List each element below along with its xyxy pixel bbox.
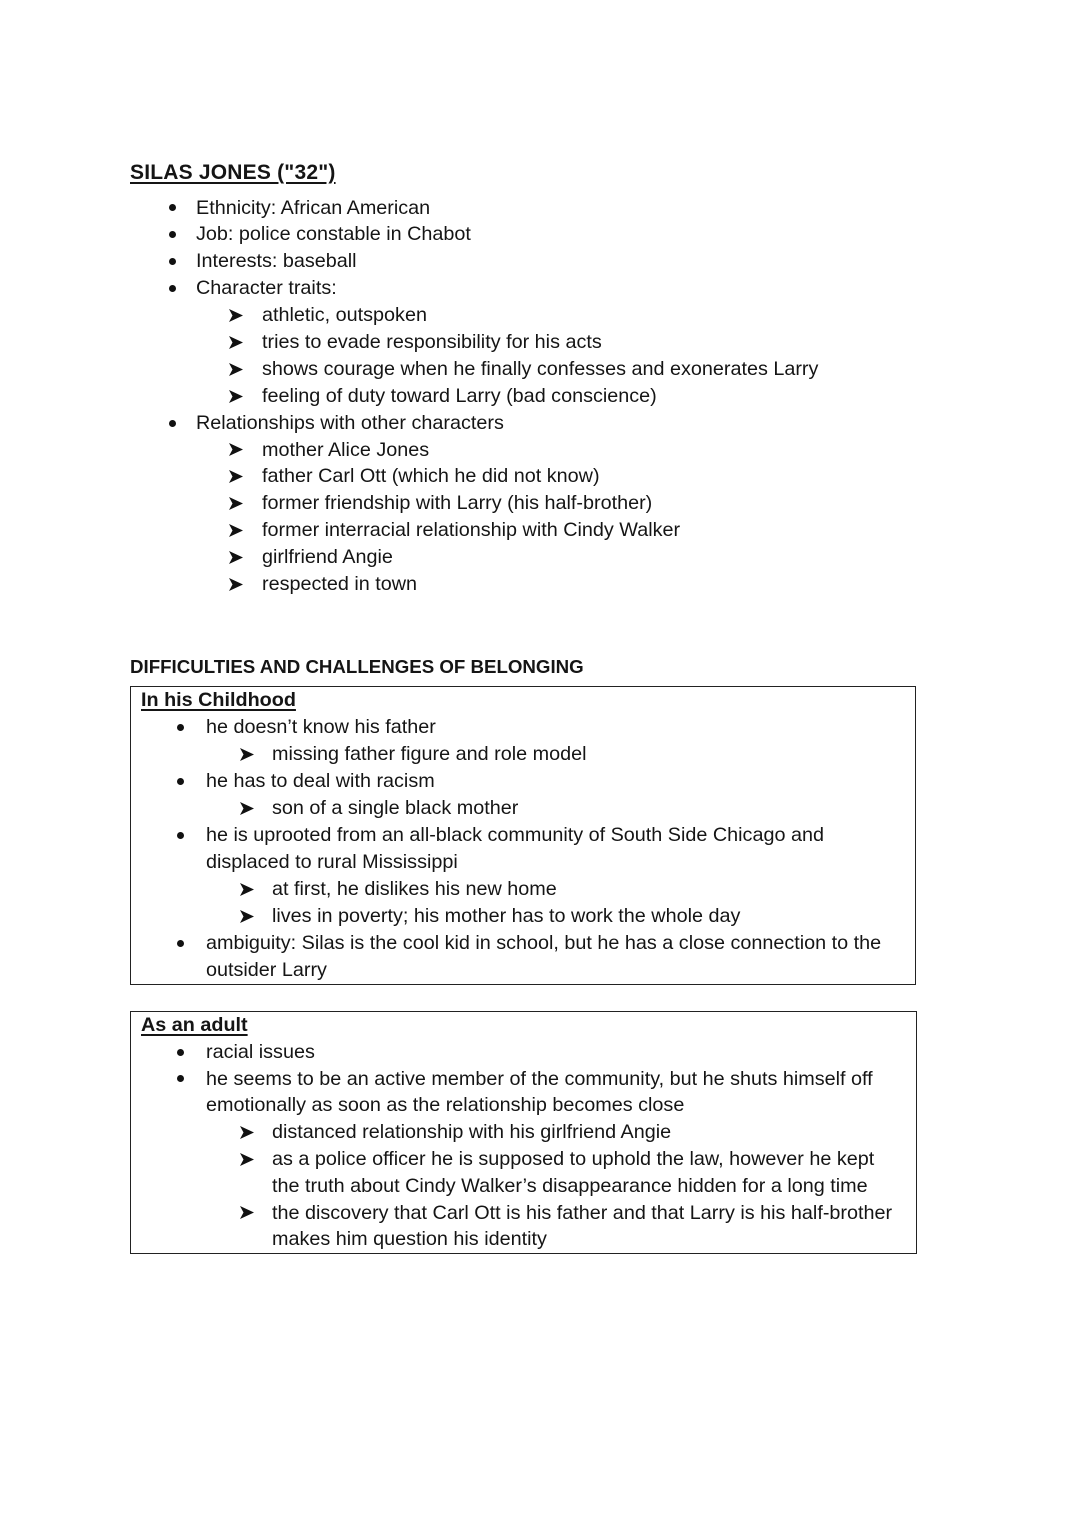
profile-item-ethnicity <box>0 195 1080 222</box>
subpoint-text: missing father figure and role model <box>272 743 587 765</box>
point-text: ambiguity: Silas is the cool kid in school, but he has a close connection to the <box>206 932 882 954</box>
trait-item <box>0 356 1080 383</box>
point-text: he has to deal with racism <box>206 770 435 792</box>
point-text: emotionally as soon as the relationship becomes close <box>206 1094 685 1117</box>
bullet-icon <box>177 724 184 731</box>
childhood-point <box>131 768 915 795</box>
profile-item-text: Job: police constable in Chabot <box>196 223 471 246</box>
childhood-title: In his Childhood <box>141 689 296 711</box>
arrow-bullet-icon <box>240 1206 254 1219</box>
bullet-icon <box>177 940 184 947</box>
bullet-icon <box>169 204 176 211</box>
childhood-point <box>131 930 915 957</box>
adult-subpoint-continued <box>131 1173 916 1200</box>
trait-text: shows courage when he finally confesses and exonerates Larry <box>262 357 819 380</box>
bullet-icon <box>169 258 176 265</box>
profile-item-text: Character traits: <box>196 277 337 300</box>
bullet-icon <box>177 778 184 785</box>
trait-item <box>0 383 1080 410</box>
profile-item-traits <box>0 275 1080 302</box>
point-text: outsider Larry <box>206 959 327 981</box>
adult-subpoint-continued <box>131 1226 916 1253</box>
arrow-bullet-icon <box>229 524 243 537</box>
arrow-bullet-icon <box>229 309 243 322</box>
subpoint-text: as a police officer he is supposed to uphold the law, however he kept <box>272 1147 875 1170</box>
childhood-subpoint <box>131 876 915 903</box>
arrow-bullet-icon <box>229 470 243 483</box>
profile-item-job <box>0 221 1080 248</box>
point-text: racial issues <box>206 1040 315 1063</box>
relationship-item <box>0 544 1080 571</box>
relationship-item <box>0 571 1080 598</box>
profile-item-text: Ethnicity: African American <box>196 196 431 219</box>
profile-item-interests <box>0 248 1080 275</box>
arrow-bullet-icon <box>229 390 243 403</box>
childhood-point-continued <box>131 957 915 984</box>
trait-text: feeling of duty toward Larry (bad conscience) <box>262 384 657 407</box>
arrow-bullet-icon <box>240 802 254 815</box>
childhood-point-continued <box>131 849 915 876</box>
trait-text: tries to evade responsibility for his acts <box>262 330 602 353</box>
arrow-bullet-icon <box>240 910 254 923</box>
adult-point <box>131 1039 916 1066</box>
profile-item-text: Interests: baseball <box>196 250 357 273</box>
childhood-subpoint <box>131 903 915 930</box>
bullet-icon <box>169 285 176 292</box>
subpoint-text: distanced relationship with his girlfriend Angie <box>272 1121 672 1144</box>
adult-point <box>131 1066 916 1093</box>
arrow-bullet-icon <box>229 497 243 510</box>
bullet-icon <box>177 1075 184 1082</box>
arrow-bullet-icon <box>240 748 254 761</box>
relationship-text: respected in town <box>262 572 418 595</box>
relationship-item <box>0 437 1080 464</box>
adult-title: As an adult <box>141 1014 248 1036</box>
bullet-icon <box>177 1049 184 1056</box>
arrow-bullet-icon <box>229 443 243 456</box>
adult-box <box>130 1011 917 1254</box>
subpoint-text: at first, he dislikes his new home <box>272 878 557 900</box>
bullet-icon <box>169 231 176 238</box>
subpoint-text: the discovery that Carl Ott is his father and that Larry is his half-brother <box>272 1201 893 1224</box>
relationship-item <box>0 463 1080 490</box>
point-text: displaced to rural Mississippi <box>206 851 458 873</box>
childhood-subpoint <box>131 795 915 822</box>
point-text: he is uprooted from an all-black community of South Side Chicago and <box>206 824 824 846</box>
adult-subpoint <box>131 1119 916 1146</box>
arrow-bullet-icon <box>229 578 243 591</box>
trait-item <box>0 329 1080 356</box>
relationship-item <box>0 517 1080 544</box>
trait-item <box>0 302 1080 329</box>
section-heading: DIFFICULTIES AND CHALLENGES OF BELONGING <box>130 656 584 677</box>
bullet-icon <box>169 420 176 427</box>
relationship-item <box>0 490 1080 517</box>
childhood-box <box>130 686 916 985</box>
relationship-text: mother Alice Jones <box>262 438 430 461</box>
adult-subpoint <box>131 1200 916 1227</box>
profile-item-relationships <box>0 410 1080 437</box>
relationship-text: former interracial relationship with Cindy Walker <box>262 519 681 542</box>
point-text: he doesn’t know his father <box>206 716 436 738</box>
trait-text: athletic, outspoken <box>262 304 427 327</box>
arrow-bullet-icon <box>240 1126 254 1139</box>
arrow-bullet-icon <box>229 551 243 564</box>
profile-item-text: Relationships with other characters <box>196 411 504 434</box>
bullet-icon <box>177 832 184 839</box>
childhood-point <box>131 714 915 741</box>
character-title: SILAS JONES ("32") <box>130 161 336 184</box>
point-text: he seems to be an active member of the community, but he shuts himself off <box>206 1067 873 1090</box>
childhood-subpoint <box>131 741 915 768</box>
subpoint-text: the truth about Cindy Walker’s disappearance hidden for a long time <box>272 1174 868 1197</box>
subpoint-text: lives in poverty; his mother has to work the whole day <box>272 905 741 927</box>
childhood-point <box>131 822 915 849</box>
arrow-bullet-icon <box>240 1153 254 1166</box>
adult-point-continued <box>131 1092 916 1119</box>
relationship-text: girlfriend Angie <box>262 546 393 569</box>
subpoint-text: son of a single black mother <box>272 797 519 819</box>
arrow-bullet-icon <box>229 336 243 349</box>
relationship-text: father Carl Ott (which he did not know) <box>262 465 600 488</box>
subpoint-text: makes him question his identity <box>272 1228 547 1251</box>
arrow-bullet-icon <box>229 363 243 376</box>
arrow-bullet-icon <box>240 883 254 896</box>
character-profile <box>0 195 1080 598</box>
relationship-text: former friendship with Larry (his half-brother) <box>262 492 653 515</box>
adult-subpoint <box>131 1146 916 1173</box>
